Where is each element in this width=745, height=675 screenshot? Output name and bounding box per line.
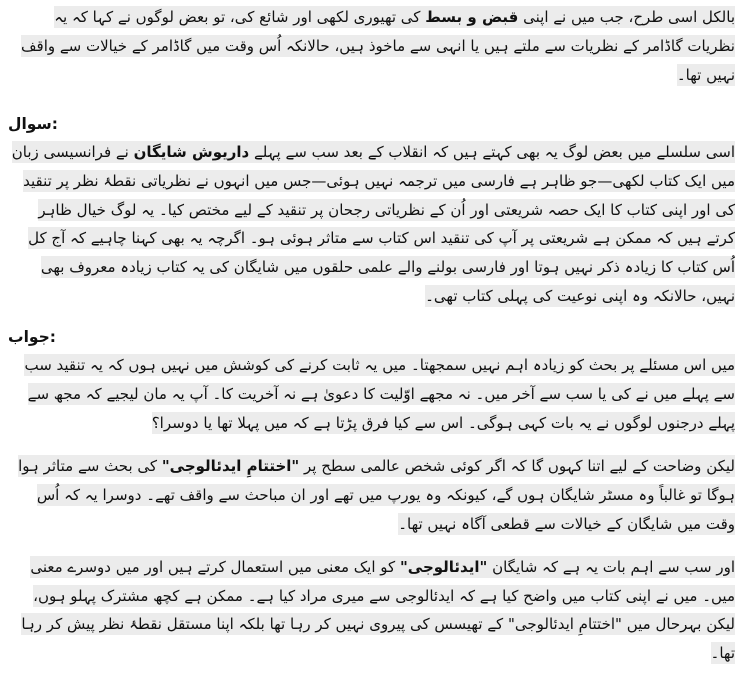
answer-paragraph-3 bbox=[8, 553, 735, 669]
answer-paragraph-2-text: لیکن وضاحت کے لیے اتنا کہوں گا کہ اگر کوئی شخص عالمی سطح پر "اختتامِ ایدئالوجی" کی بحث سے متاثر ہوا ہوگا تو غالباً وہ مسٹر شایگان ہوں گے، کیونکہ وہ یورپ میں تھے اور ان مباحث سے واقف تھے۔ دوسرا یہ کہ اُس وقت میں شایگان کے خیالات سے قطعی آگاہ نہیں تھا۔ bbox=[18, 456, 735, 533]
answer-paragraph-1-text: میں اس مسئلے پر بحث کو زیادہ اہم نہیں سمجھتا۔ میں یہ ثابت کرنے کی کوشش میں نہیں ہوں کہ یہ تنقید سب سے پہلے میں نے کی یا سب سے آخر میں۔ نہ مجھے اوّلیت کا دعویٰ ہے نہ آخریت کا۔ آپ یہ مان لیجیے کہ مجھ سے پہلے درجنوں لوگوں نے یہ بات کہی ہوگی۔ اس سے کیا فرق پڑتا ہے کہ میں پہلا تھا یا دوسرا؟ bbox=[24, 356, 735, 432]
paragraph-intro bbox=[8, 3, 735, 90]
answer-paragraph-3-text: اور سب سے اہم بات یہ ہے کہ شایگان "ایدئالوجی" کو ایک معنی میں استعمال کرتے ہیں اور میں دوسرے معنی میں۔ میں نے اپنی کتاب میں واضح کیا ہے کہ ایدئالوجی سے میری مراد کیا ہے۔ ممکن ہے کچھ مشترک پہلو ہوں، لیکن بہرحال میں "اختتامِ ایدئالوجی" کے تھیسس کی پیروی نہیں کر رہا تھا بلکہ اپنا مستقل نقطۂ نظر پیش کر رہا تھا۔ bbox=[21, 557, 735, 663]
answer-paragraph-2 bbox=[8, 452, 735, 539]
question-paragraph-text: اسی سلسلے میں بعض لوگ یہ بھی کہتے ہیں کہ انقلاب کے بعد سب سے پہلے داریوش شایگان نے فرانسیسی زبان میں ایک کتاب لکھی—جو ظاہر ہے فارسی میں ترجمہ نہیں ہوئی—جس میں انہوں نے نظریاتی نقطۂ نظر پر تنقید کی اور اپنی کتاب کا ایک حصہ شریعتی اور اُن کے نظریاتی رجحان پر تنقید کے لیے مختص کیا۔ یہ لوگ خیال ظاہر کرتے ہیں کہ ممکن ہے شریعتی پر آپ کی تنقید اس کتاب سے متاثر ہوئی ہو۔ اگرچہ یہ بھی کہنا چاہیے کہ آج کل اُس کتاب کا زیادہ ذکر نہیں ہوتا اور فارسی بولنے والے علمی حلقوں میں شایگان کی یہ کتاب زیادہ معروف بھی نہیں، حالانکہ وہ اپنی نوعیت کی پہلی کتاب تھی۔ bbox=[11, 142, 735, 306]
name-dariush-shayegan: داریوش شایگان bbox=[133, 142, 250, 161]
answer-paragraph-1 bbox=[8, 351, 735, 438]
answer-heading: جواب: bbox=[8, 328, 56, 347]
term-ideology: "ایدئالوجی" bbox=[399, 557, 488, 576]
question-heading: سوال: bbox=[8, 114, 58, 133]
paragraph-intro-text: بالکل اسی طرح، جب میں نے اپنی قبض و بسط کی تھیوری لکھی اور شائع کی، تو بعض لوگوں نے کہا کہ یہ نظریات گاڈامر کے نظریات سے ملتے ہیں یا انہی سے ماخوذ ہیں، حالانکہ اُس وقت میں گاڈامر کے خیالات سے واقف نہیں تھا۔ bbox=[21, 8, 735, 84]
book-title-qabz-o-bast: قبض و بسط bbox=[425, 8, 519, 26]
term-end-of-ideology: "اختتامِ ایدئالوجی" bbox=[161, 456, 300, 475]
question-paragraph bbox=[8, 138, 735, 311]
